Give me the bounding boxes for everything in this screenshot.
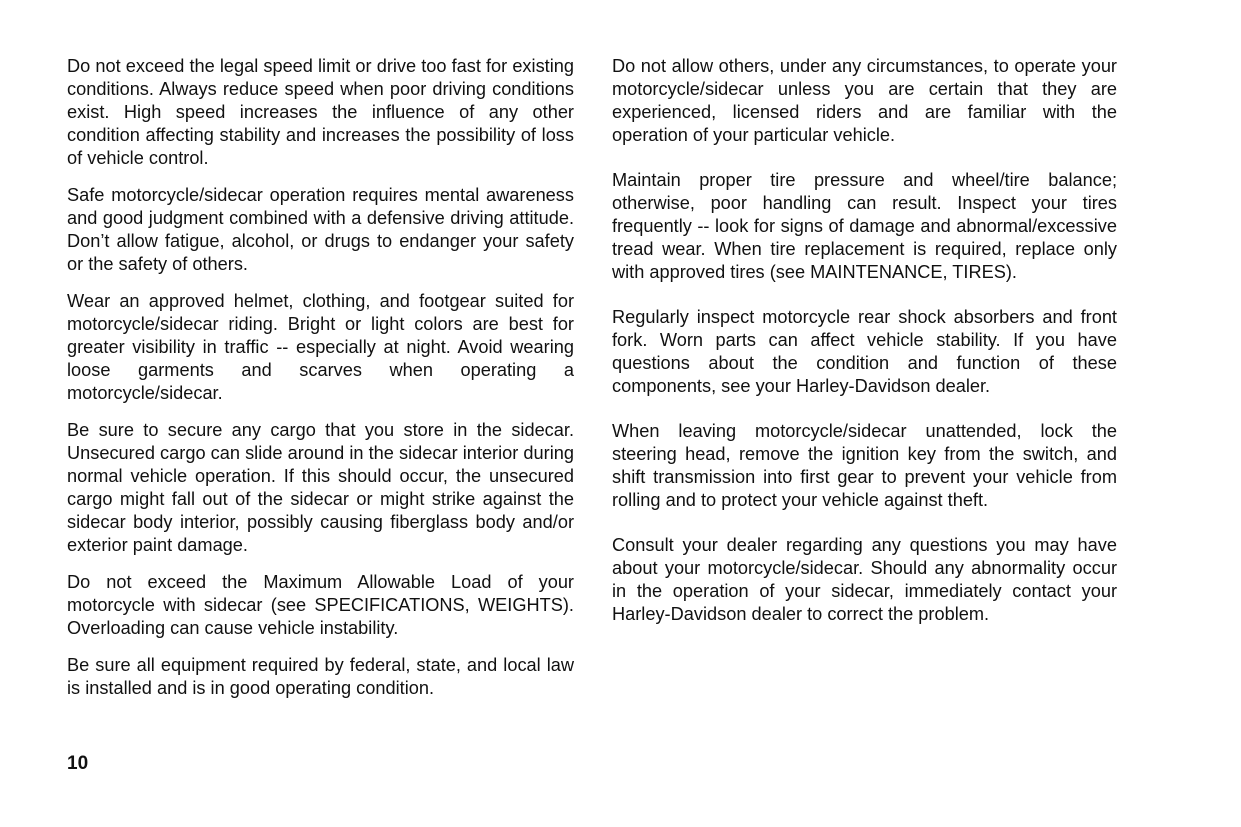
paragraph-helmet-clothing: Wear an approved helmet, clothing, and footgear suited for motorcycle/sidecar riding. Bright or light colors are best for greater visibility in traffic -- especially at night. Avoid wearing loose garments and scarves when operating a motorcycle/sidecar.: [67, 291, 574, 403]
right-column: [612, 55, 1117, 648]
paragraph-consult-dealer: Consult your dealer regarding any questions you may have about your motorcycle/sidecar. Should any abnormality occur in the operation of your sidecar, immediately contact your Harley-Davidson dealer to correct the problem.: [612, 535, 1117, 624]
page-number: 10: [67, 753, 89, 774]
left-column: [67, 55, 574, 714]
paragraph-shock-absorbers: Regularly inspect motorcycle rear shock absorbers and front fork. Worn parts can affect vehicle stability. If you have questions about the condition and function of these components, see your Harley-Davidson dealer.: [612, 307, 1117, 396]
paragraph-required-equipment: Be sure all equipment required by federal, state, and local law is installed and is in good operating condition.: [67, 655, 574, 698]
paragraph-secure-cargo: Be sure to secure any cargo that you store in the sidecar. Unsecured cargo can slide around in the sidecar interior during normal vehicle operation. If this should occur, the unsecured cargo might fall out of the sidecar or might strike against the sidecar body interior, possibly causing fiberglass body and/or exterior paint damage.: [67, 420, 574, 555]
paragraph-maximum-load: Do not exceed the Maximum Allowable Load of your motorcycle with sidecar (see SPECIFICATIONS, WEIGHTS). Overloading can cause vehicle instability.: [67, 572, 574, 638]
paragraph-other-operators: Do not allow others, under any circumstances, to operate your motorcycle/sidecar unless you are certain that they are experienced, licensed riders and are familiar with the operation of your particular vehicle.: [612, 56, 1117, 145]
paragraph-unattended-vehicle: When leaving motorcycle/sidecar unattended, lock the steering head, remove the ignition key from the switch, and shift transmission into first gear to prevent your vehicle from rolling and to protect your vehicle against theft.: [612, 421, 1117, 510]
paragraph-tire-pressure: Maintain proper tire pressure and wheel/tire balance; otherwise, poor handling can result. Inspect your tires frequently -- look for signs of damage and abnormal/excessive tread wear. When tire replacement is required, replace only with approved tires (see MAINTENANCE, TIRES).: [612, 170, 1117, 282]
paragraph-speed-limit: Do not exceed the legal speed limit or drive too fast for existing conditions. Always reduce speed when poor driving conditions exist. High speed increases the influence of any other condition affecting stability and increases the possibility of loss of vehicle control.: [67, 56, 574, 168]
paragraph-mental-awareness: Safe motorcycle/sidecar operation requires mental awareness and good judgment combined with a defensive driving attitude. Don’t allow fatigue, alcohol, or drugs to endanger your safety or the safety of others.: [67, 185, 574, 274]
